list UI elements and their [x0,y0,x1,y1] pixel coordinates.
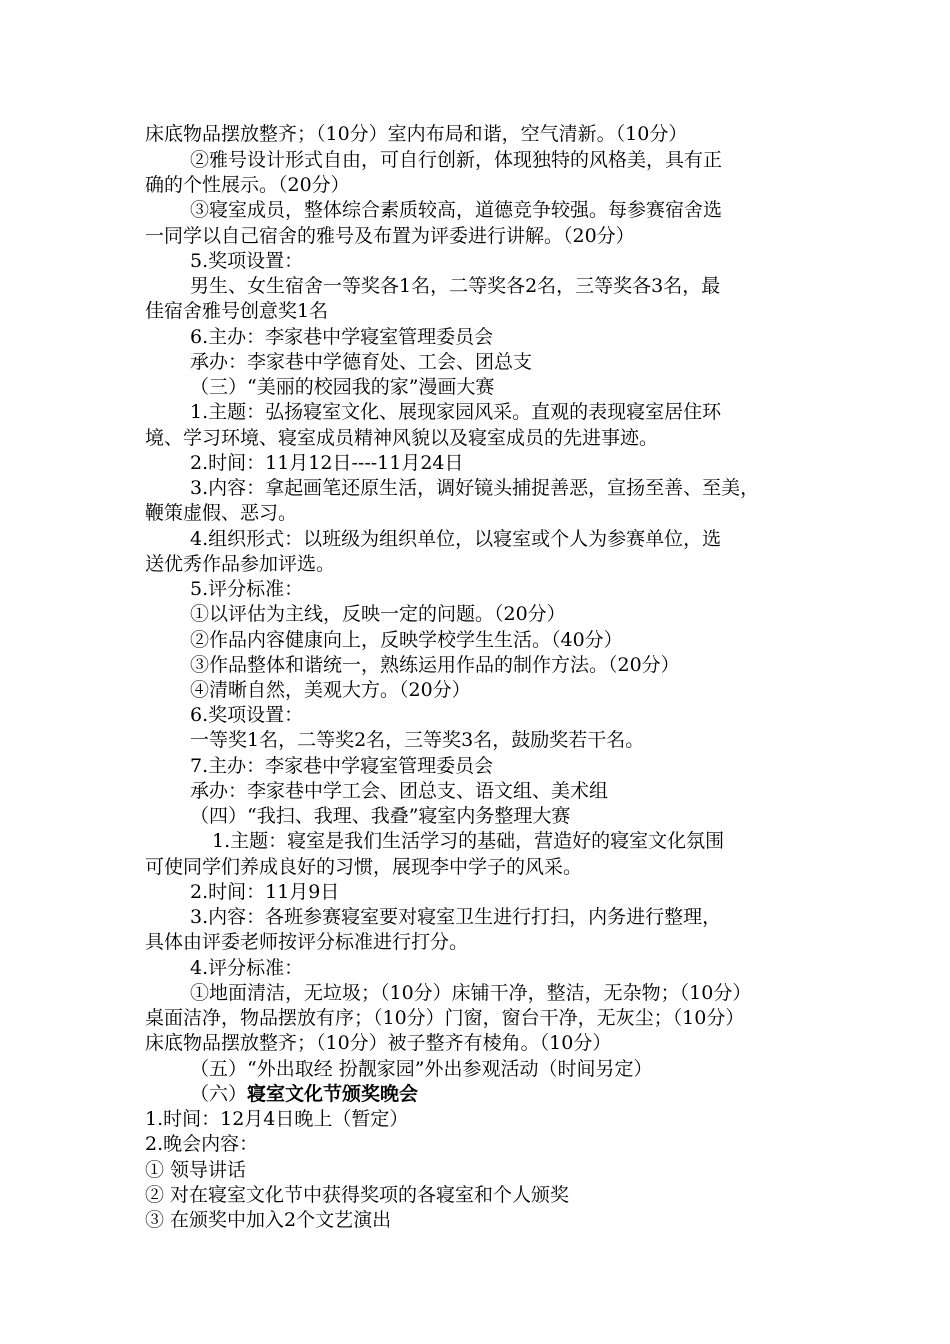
text-line: 3.内容：各班参赛寝室要对寝室卫生进行打扫，内务进行整理， [190,906,722,928]
text-line: 鞭策虚假、恶习。 [145,502,298,524]
section-heading [190,1082,830,1107]
text-line: 5.奖项设置： [190,250,304,272]
text-line: ④清晰自然，美观大方。（20分） [190,679,471,701]
section-heading: （三）“美丽的校园我的家”漫画大赛 [190,376,495,398]
text-line: 4.组织形式：以班级为组织单位，以寝室或个人为参赛单位，选 [190,528,722,550]
text-line: 床底物品摆放整齐；（10分）被子整齐有棱角。（10分） [145,1032,612,1054]
text-line: 1.主题：弘扬寝室文化、展现家园风采。直观的表现寝室居住环 [190,401,722,423]
text-line: ②雅号设计形式自由，可自行创新，体现独特的风格美，具有正 [190,149,723,171]
text-line: 可使同学们养成良好的习惯，展现李中学子的风采。 [145,856,583,878]
text-line: 2.时间：11月9日 [190,881,340,903]
text-line: ③作品整体和谐统一，熟练运用作品的制作方法。（20分） [190,654,680,676]
text-line: 床底物品摆放整齐；（10分）室内布局和谐，空气清新。（10分） [145,123,688,145]
text-line: 6.主办：李家巷中学寝室管理委员会 [190,326,494,348]
section-heading: （五）“外出取经 扮靓家园”外出参观活动（时间另定） [190,1058,653,1080]
text-line: 男生、女生宿舍一等奖各1名，二等奖各2名，三等奖各3名，最 [190,275,721,297]
text-line: 承办：李家巷中学工会、团总支、语文组、美术组 [190,780,609,802]
text-line: 7.主办：李家巷中学寝室管理委员会 [190,755,494,777]
text-line: ②作品内容健康向上，反映学校学生生活。（40分） [190,629,623,651]
text-line: 承办：李家巷中学德育处、工会、团总支 [190,351,533,373]
text-line: 送优秀作品参加评选。 [145,553,336,575]
text-line: ③寝室成员，整体综合素质较高，道德竞争较强。每参赛宿舍选 [190,199,723,221]
text-line: ①地面清洁，无垃圾；（10分）床铺干净，整洁，无杂物；（10分） [190,982,752,1004]
section-heading: （四）“我扫、我理、我叠”寝室内务整理大赛 [190,805,571,827]
text-line: 确的个性展示。（20分） [145,174,350,196]
text-line: 境、学习环境、寝室成员精神风貌以及寝室成员的先进事迹。 [145,427,659,449]
text-line: 桌面洁净，物品摆放有序；（10分）门窗，窗台干净，无灰尘；（10分） [145,1007,745,1029]
text-line: ② 对在寝室文化节中获得奖项的各寝室和个人颁奖 [145,1184,570,1206]
text-line: 一同学以自己宿舍的雅号及布置为评委进行讲解。（20分） [145,225,635,247]
text-line: 3.内容：拿起画笔还原生活，调好镜头捕捉善恶，宣扬至善、至美， [190,477,760,499]
text-line: 6.奖项设置： [190,704,304,726]
section-number: （六） [190,1083,248,1105]
text-line: 2.晚会内容： [145,1133,259,1155]
section-title: 寝室文化节颁奖晚会 [247,1083,419,1105]
text-line: ①以评估为主线，反映一定的问题。（20分） [190,603,566,625]
text-line: 4.评分标准： [190,957,304,979]
text-line: 具体由评委老师按评分标准进行打分。 [145,931,469,953]
text-line: 2.时间：11月12日----11月24日 [190,452,464,474]
text-line: 一等奖1名，二等奖2名，三等奖3名，鼓励奖若干名。 [190,729,645,751]
text-line: 佳宿舍雅号创意奖1名 [145,300,329,322]
text-line: ③ 在颁奖中加入2个文艺演出 [145,1209,392,1231]
text-line: 5.评分标准： [190,578,304,600]
text-line: 1.主题：寝室是我们生活学习的基础，营造好的寝室文化氛围 [212,830,725,852]
text-line: 1.时间：12月4日晚上（暂定） [145,1108,409,1130]
text-line: ① 领导讲话 [145,1159,247,1181]
